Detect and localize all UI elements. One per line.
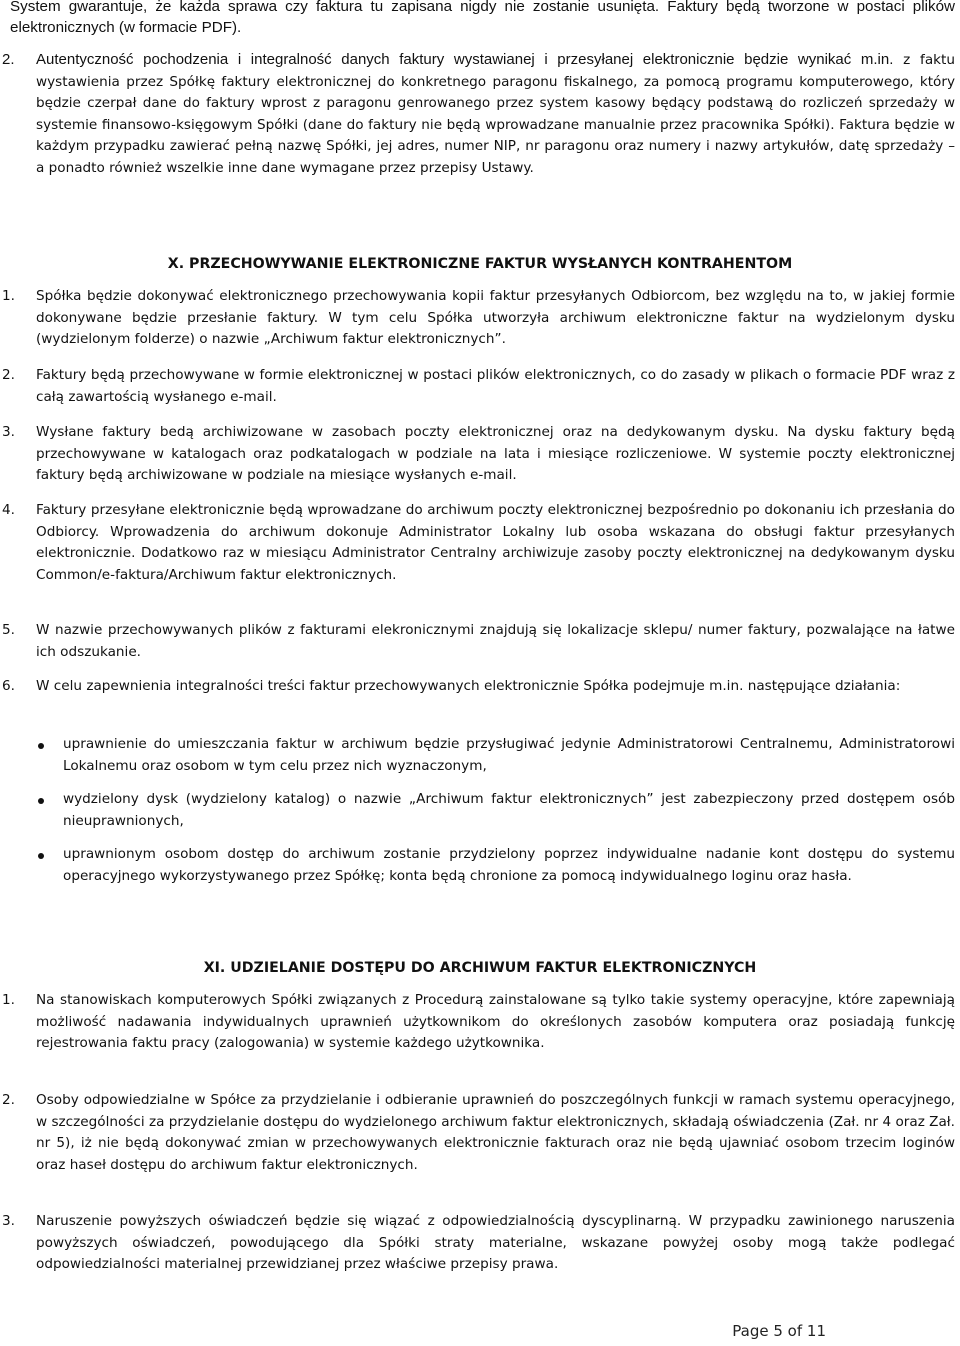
list-item <box>0 1211 955 1276</box>
item-text: Faktury przesyłane elektronicznie będą wprowadzane do archiwum poczty elektronicznej bezpośrednio po dokonaniu ich przesłania do Odbiorcy. Wprowadzenia do archiwum dokonuje Administrator Lokalny lub osoba wskazana do obsługi faktur przesyłanych elektronicznie. Dodatkowo raz w miesiącu Administrator Centralny archiwizuje zasoby poczty elektronicznej na dedykowanym dysku Common/e-faktura/Archiwum faktur elektronicznych. <box>36 502 955 583</box>
list-item <box>0 500 955 586</box>
list-item <box>0 990 955 1055</box>
item-text: Osoby odpowiedzialne w Spółce za przydzielanie i odbieranie uprawnień do poszczególnych funkcji w ramach systemu operacyjnego, w szczególności za przydzielanie dostępu do wydzielonego archiwum faktur elektronicznych, składają oświadczenia (Zał. nr 4 oraz Zał. nr 5), iż nie będą dokonywać zmian w przechowywanych elektronicznie fakturach oraz nie będą ujawniać osobom trzecim loginów oraz haseł dostępu do archiwum faktur elektronicznych. <box>36 1092 955 1173</box>
list-item <box>0 49 955 179</box>
bullet-item <box>0 789 955 832</box>
item-text: Spółka będzie dokonywać elektronicznego przechowywania kopii faktur przesyłanych Odbiorcom, bez względu na to, w jakiej formie dokonywane będzie przesłanie faktury. W tym celu Spółka utworzyła archiwum elektroniczne faktur na wydzielonym dysku (wydzielonym folderze) o nazwie „Archiwum faktur elektronicznych”. <box>36 288 955 347</box>
item-number: 4. <box>2 502 15 518</box>
item-text: Wysłane faktury bedą archiwizowane w zasobach poczty elektronicznej oraz na dedykowanym dysku. Na dysku faktury będą przechowywane w katalogach oraz podkatalogach w podziale na lata i miesiące rozliczeniowe. W systemie poczty elektronicznej faktury będą archiwizowane w podziale na miesiące wysłanych e-mail. <box>36 424 955 483</box>
item-number: 3. <box>2 1213 15 1229</box>
bullet-item <box>0 844 955 887</box>
item-number: 1. <box>2 992 15 1008</box>
bullet-dot <box>38 798 44 804</box>
item-text-arial: Autentyczność pochodzenia i integralność danych faktury wystawianej i przesyłanej elektronicznie będzie wynikać m.in. <box>36 51 894 68</box>
item-number: 6. <box>2 678 15 694</box>
bullet-dot <box>38 743 44 749</box>
bullet-item <box>0 734 955 777</box>
item-number: 1. <box>2 288 15 304</box>
item-number: 5. <box>2 622 15 638</box>
item-number: 2. <box>2 367 15 383</box>
item-text <box>36 49 955 179</box>
item-number: 2. <box>2 1092 15 1108</box>
list-item <box>0 422 955 487</box>
list-item <box>0 365 955 408</box>
item-text: W celu zapewnienia integralności treści faktur przechowywanych elektronicznie Spółka podejmuje m.in. następujące działania: <box>36 678 901 694</box>
list-item <box>0 620 955 663</box>
continuation-paragraph: System gwarantuje, że każda sprawa czy faktura tu zapisana nigdy nie zostanie usunięta. Faktury będą tworzone w postaci plików elektronicznych (w formacie PDF). <box>10 0 955 36</box>
item-number: 2. <box>2 51 15 68</box>
item-text: W nazwie przechowywanych plików z fakturami elekronicznymi znajdują się lokalizacje sklepu/ numer faktury, pozwalające na łatwe ich odszukanie. <box>36 622 955 660</box>
item-text: Na stanowiskach komputerowych Spółki związanych z Procedurą zainstalowane są tylko takie systemy operacyjne, które zapewniają możliwość nadawania indywidualnych uprawnień użytkownikom do określonych zasobów komputera oraz posiadają funkcję rejestrowania faktu pracy (zalogowania) w systemie każdego użytkownika. <box>36 992 955 1051</box>
item-text: Naruszenie powyższych oświadczeń będzie się wiązać z odpowiedzialnością dyscyplinarną. W przypadku zawinionego naruszenia powyższych oświadczeń, powodującego dla Spółki straty materialne, wskazane powyżej osoby mogą także podlegać odpowiedzialności materialnej przewidzianej przez właściwe przepisy prawa. <box>36 1213 955 1272</box>
page-number: Page 5 of 11 <box>732 1322 826 1340</box>
bullet-dot <box>38 853 44 859</box>
section-heading-xi: XI. UDZIELANIE DOSTĘPU DO ARCHIWUM FAKTUR ELEKTRONICZNYCH <box>203 960 757 976</box>
item-number: 3. <box>2 424 15 440</box>
bullet-text: uprawnienie do umieszczania faktur w archiwum będzie przysługiwać jedynie Administratorowi Centralnemu, Administratorowi Lokalnemu oraz osobom w tym celu przez nich wyznaczonym, <box>63 736 955 774</box>
list-item <box>0 1090 955 1176</box>
bullet-text: wydzielony dysk (wydzielony katalog) o nazwie „Archiwum faktur elektronicznych” jest zabezpieczony przed dostępem osób nieuprawnionych, <box>63 791 955 829</box>
list-item <box>0 676 955 698</box>
list-item <box>0 286 955 351</box>
item-text: Faktury będą przechowywane w formie elektronicznej w postaci plików elektronicznych, co do zasady w plikach o formacie PDF wraz z całą zawartością wysłanego e-mail. <box>36 367 955 405</box>
bullet-text: uprawnionym osobom dostęp do archiwum zostanie przydzielony poprzez indywidualne nadanie kont dostępu do systemu operacyjnego wykorzystywanego przez Spółkę; konta będą chronione za pomocą indywidualnego loginu oraz hasła. <box>63 846 955 884</box>
section-heading-x: X. PRZECHOWYWANIE ELEKTRONICZNE FAKTUR WYSŁANYCH KONTRAHENTOM <box>167 256 793 272</box>
item-text-verdana: z faktu wystawienia przez Spółkę faktury elektronicznej do konkretnego paragonu fiskalnego, za pomocą programu komputerowego, który będzie czerpał dane do faktury wprost z paragonu genrowanego przez system kasowy będący podstawą do rozliczeń sprzedaży w systemie finansowo-księgowym Spółki (dane do faktury nie będą wprowadzane manualnie przez pracownika Spółki). Faktura będzie w każdym przypadku zawierać pełną nazwę Spółki, jej adres, numer NIP, nr paragonu oraz numery i nazwy artykułów, datę sprzedaży – a ponadto również wszelkie inne dane wymagane przez przepisy Ustawy. <box>36 52 955 176</box>
